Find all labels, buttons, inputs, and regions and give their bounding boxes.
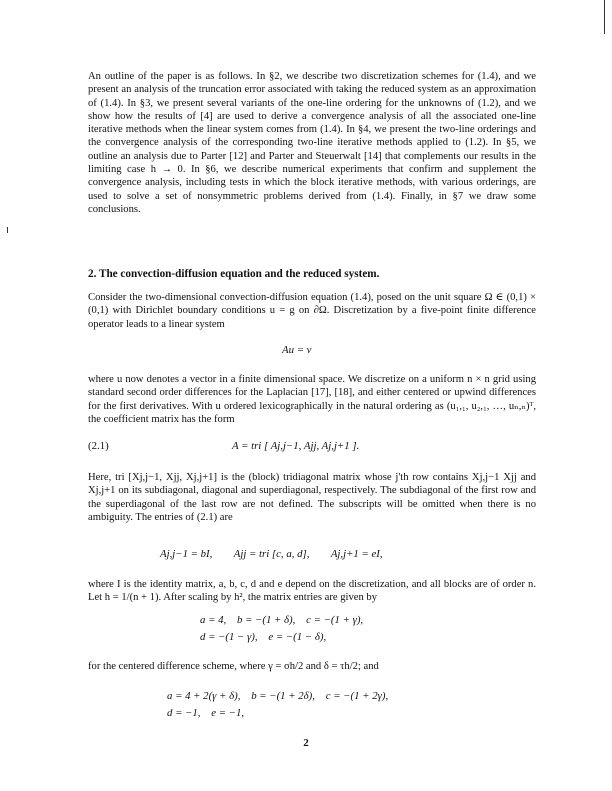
equation-2-1-label: (2.1) [88, 440, 109, 452]
where-u-text: where u now denotes a vector in a finite dimensional space. We discretize on a uniform n × n grid using standard second order differences for the Laplacian [17], [18], and either centered or upwind differences for the first derivatives. With u ordered lexicographically in the natural ordering as (u₁,₁, u₂,₁, …, uₙ,ₙ)ᵀ, the coefficient matrix has the form [88, 374, 536, 425]
equation-2-1: A = tri [ Aj,j−1, Ajj, Aj,j+1 ]. [232, 440, 360, 452]
where-I-paragraph [88, 578, 536, 605]
equation-upwind-line-1: a = 4 + 2(γ + δ), b = −(1 + 2δ), c = −(1 + 2γ), [167, 690, 389, 702]
outline-text: An outline of the paper is as follows. In §2, we describe two discretization schemes for (1.4), and we present an analysis of the truncation error associated with taking the reduced system as an approximation of (1.4). In §3, we present several variants of the one-line ordering for the unknowns of (1.2), and we show how the results of [4] are used to derive a convergence analysis of all the associated one-line iterative methods when the linear system comes from (1.4). In §4, we present the two-line orderings and the convergence analysis of the corresponding two-line iterative methods applied to (1.2). In §5, we outline an analysis due to Parter [12] and Parter and Steuerwalt [14] that complements our results in the limiting case h → 0. In §6, we describe numerical experiments that confirm and supplement the convergence analysis, including tests in which the block iterative methods, with various orderings, are used to solve a set of nonsymmetric problems derived from (1.4). Finally, in §7 we draw some conclusions. [88, 71, 536, 215]
consider-text: Consider the two-dimensional convection-diffusion equation (1.4), posed on the unit square Ω ∈ (0,1) × (0,1) with Dirichlet boundary conditions u = g on ∂Ω. Discretization by a five-point finite difference operator leads to a linear system [88, 292, 536, 330]
centered-paragraph [88, 660, 536, 673]
consider-paragraph [88, 291, 536, 331]
equation-upwind-line-2: d = −1, e = −1, [167, 707, 245, 719]
here-tri-text: Here, tri [Xj,j−1, Xjj, Xj,j+1] is the (block) tridiagonal matrix whose j'th row contains Xj,j−1 Xjj and Xj,j+1 on its subdiagonal, diagonal and superdiagonal, respectively. The subdiagonal of the first row and the superdiagonal of the last row are not defined. The subscripts will be omitted when there is no ambiguity. The entries of (2.1) are [88, 472, 536, 523]
equation-block-entries: Aj,j−1 = bI, Ajj = tri [c, a, d], Aj,j+1 = eI, [160, 548, 383, 560]
page-number: 2 [303, 737, 309, 749]
scan-margin-tick [7, 227, 8, 233]
centered-text: for the centered difference scheme, where γ = σh/2 and δ = τh/2; and [88, 661, 379, 672]
equation-linear-system: Au = v [282, 344, 312, 356]
where-u-paragraph [88, 373, 536, 426]
equation-centered-line-2: d = −(1 − γ), e = −(1 − δ), [200, 631, 327, 643]
here-tri-paragraph [88, 471, 536, 524]
section-heading: 2. The convection-diffusion equation and the reduced system. [88, 268, 380, 280]
scan-edge-mark [604, 0, 605, 34]
equation-centered-line-1: a = 4, b = −(1 + δ), c = −(1 + γ), [200, 614, 364, 626]
where-I-text: where I is the identity matrix, a, b, c, d and e depend on the discretization, and all blocks are of order n. Let h = 1/(n + 1). After scaling by h², the matrix entries are given by [88, 579, 536, 604]
outline-paragraph [88, 70, 536, 216]
